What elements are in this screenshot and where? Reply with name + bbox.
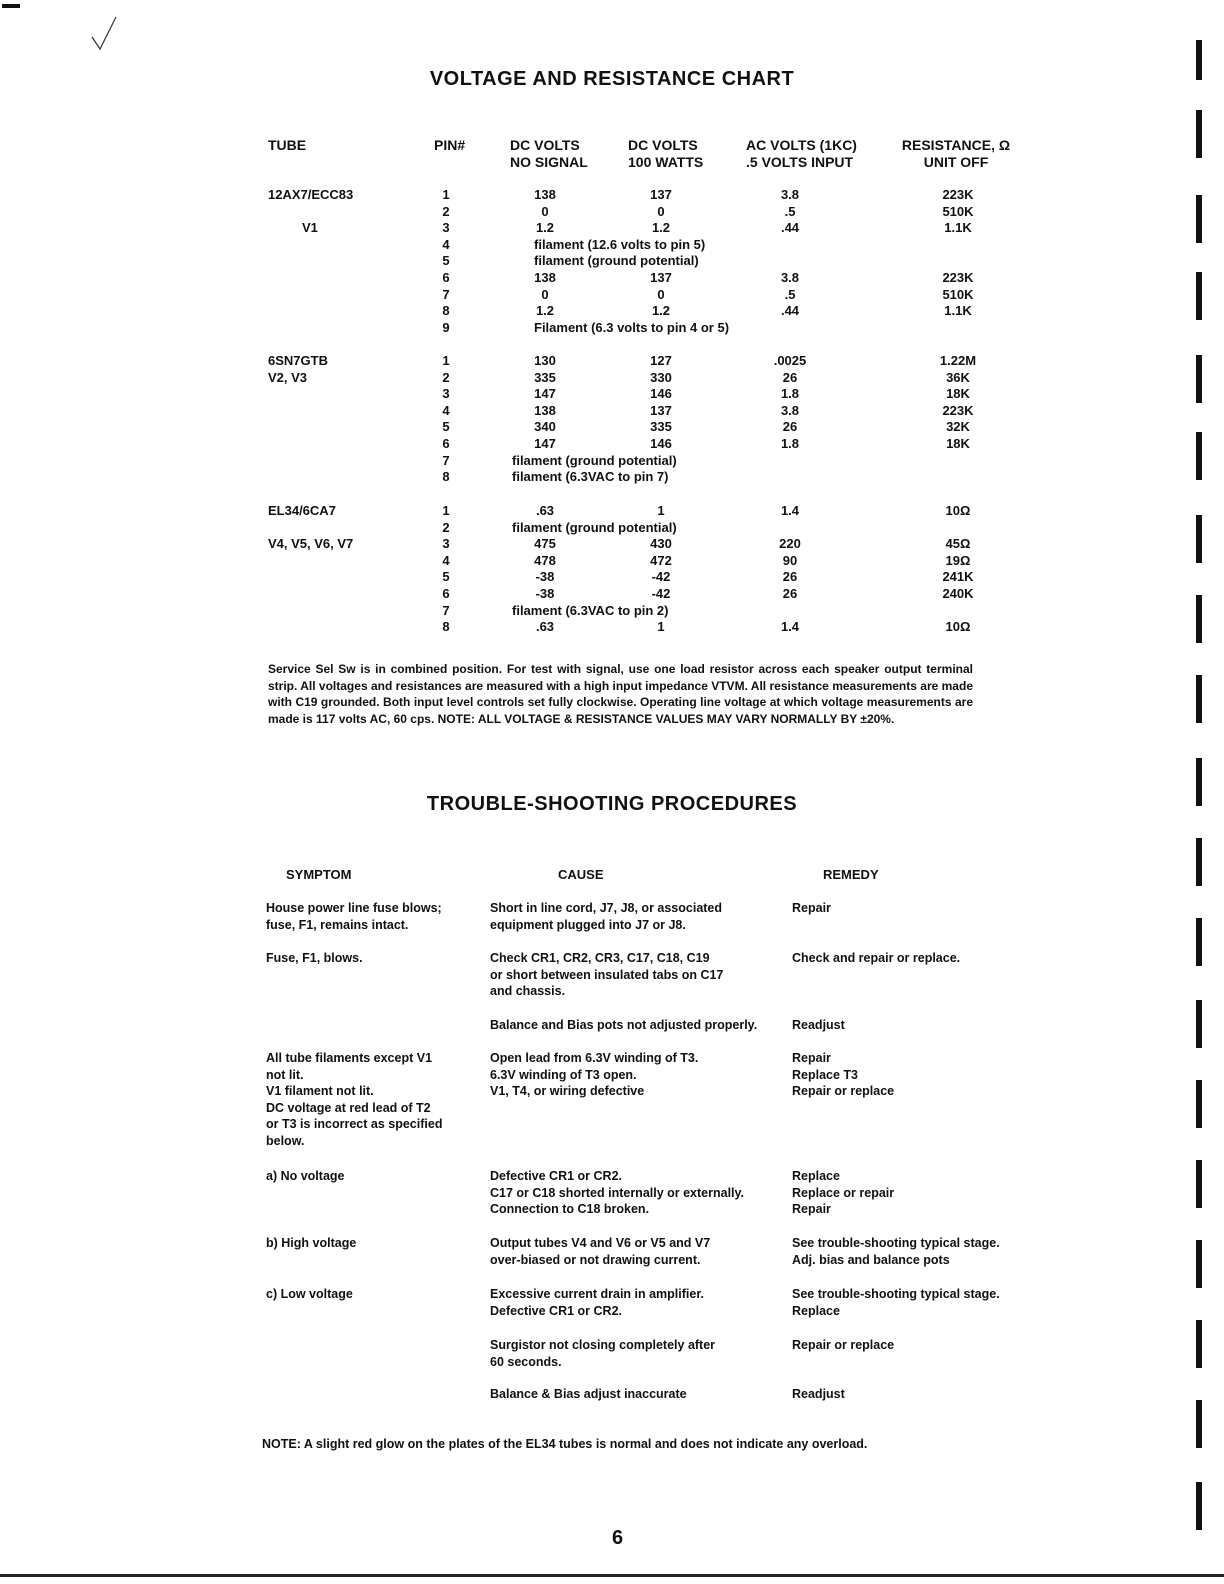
pin-number: 6	[442, 436, 450, 451]
dc-volts-no-signal: 138	[534, 270, 556, 285]
pin-number: 1	[442, 353, 450, 368]
dc-volts-100w: 335	[650, 419, 672, 435]
pin-number: 3	[442, 220, 450, 236]
ac-volts: .5	[784, 286, 796, 302]
pin-number: 8	[442, 469, 450, 485]
cause-text: Open lead from 6.3V winding of T3. 6.3V winding of T3 open. V1, T4, or wiring defective	[490, 1051, 699, 1098]
dc-volts-100w: 472	[650, 552, 672, 568]
dc-volts-no-signal: 138	[534, 402, 556, 418]
resistance: 19Ω	[945, 552, 971, 568]
ac-volts: 26	[782, 569, 798, 585]
resistance: 510K	[942, 203, 974, 219]
dc-volts-100w: 146	[650, 386, 672, 402]
pin-note: filament (6.3VAC to pin 7)	[512, 469, 669, 485]
header-tube: TUBE	[268, 137, 307, 153]
dc-volts-no-signal: 1.2	[535, 303, 555, 319]
symptom-text: b) High voltage	[266, 1236, 357, 1250]
ac-volts: .44	[780, 220, 800, 236]
resistance: 18K	[946, 436, 970, 451]
header-dc-no-signal: DC VOLTS NO SIGNAL	[510, 137, 588, 170]
resistance: 1.1K	[944, 220, 972, 236]
dc-volts-no-signal: 147	[534, 386, 556, 402]
dc-volts-100w: 0	[657, 203, 665, 219]
check-mark-icon	[88, 15, 128, 55]
resistance: 1.22M	[939, 353, 977, 368]
tube-type: 6SN7GTB	[268, 353, 328, 368]
pin-number: 4	[442, 552, 450, 568]
cause-text: Defective CR1 or CR2. C17 or C18 shorted internally or externally. Connection to C18 broken.	[490, 1169, 745, 1216]
dc-volts-100w: 1.2	[651, 303, 671, 319]
ac-volts: .0025	[773, 353, 807, 368]
pin-number: 3	[442, 386, 450, 402]
remedy-text: Repair or replace	[792, 1338, 895, 1352]
pin-number: 2	[442, 519, 450, 535]
pin-number: 2	[442, 203, 450, 219]
dc-volts-no-signal: -38	[535, 586, 555, 601]
troubleshooting-title: TROUBLE-SHOOTING PROCEDURES	[426, 793, 798, 815]
ac-volts: 90	[782, 552, 798, 568]
pin-number: 7	[442, 452, 450, 468]
header-cause: CAUSE	[558, 867, 604, 882]
remedy-text: Repair	[792, 901, 831, 915]
pin-note: filament (ground potential)	[512, 519, 677, 535]
pin-note: filament (ground potential)	[534, 253, 699, 269]
resistance: 241K	[942, 569, 974, 585]
header-symptom: SYMPTOM	[286, 867, 352, 882]
dc-volts-no-signal: 138	[534, 187, 556, 202]
troubleshooting-note: NOTE: A slight red glow on the plates of the EL34 tubes is normal and does not indicate any overload.	[262, 1437, 868, 1451]
ac-volts: 26	[782, 586, 798, 601]
dc-volts-100w: 137	[650, 402, 672, 418]
dc-volts-no-signal: 0	[541, 286, 549, 302]
resistance: 223K	[942, 187, 974, 202]
dc-volts-100w: 330	[650, 369, 672, 385]
header-dc-100w: DC VOLTS 100 WATTS	[628, 137, 704, 170]
dc-volts-100w: 1.2	[651, 220, 671, 236]
resistance: 223K	[942, 270, 974, 285]
pin-number: 5	[442, 569, 450, 585]
ac-volts: 26	[782, 369, 798, 385]
remedy-text: Readjust	[792, 1018, 845, 1032]
pin-number: 4	[442, 402, 450, 418]
header-resistance: RESISTANCE, Ω UNIT OFF	[901, 137, 1011, 170]
pin-number: 6	[442, 270, 450, 285]
ac-volts: 3.8	[780, 402, 800, 418]
dc-volts-no-signal: 130	[534, 353, 556, 368]
symptom-text: House power line fuse blows; fuse, F1, remains intact.	[266, 901, 442, 932]
pin-number: 2	[442, 369, 450, 385]
remedy-text: Replace Replace or repair Repair	[792, 1169, 895, 1216]
dc-volts-100w: -42	[651, 586, 671, 601]
dc-volts-100w: 0	[657, 286, 665, 302]
tube-type: EL34/6CA7	[268, 503, 336, 518]
dc-volts-100w: 127	[650, 353, 672, 368]
tube-type: 12AX7/ECC83	[268, 187, 354, 202]
tube-designator: V1	[302, 220, 318, 236]
remedy-text: Readjust	[792, 1387, 845, 1401]
ac-volts: 1.8	[780, 386, 800, 402]
voltage-chart-footnote: Service Sel Sw is in combined position. For test with signal, use one load resistor across each speaker output terminal strip. All voltages and resistances are measured with a high input impedance VTVM. All resistance measurements are made with C19 grounded. Both input level controls set fully clockwise. Operating line voltage at which voltage measurements are made is 117 volts AC, 60 cps. NOTE: ALL VOLTAGE & RESISTANCE VALUES MAY VARY NORMALLY BY ±20%.	[268, 662, 973, 726]
symptom-text: c) Low voltage	[266, 1287, 353, 1301]
dc-volts-100w: 146	[650, 436, 672, 451]
dc-volts-no-signal: 147	[534, 436, 556, 451]
resistance: 510K	[942, 286, 974, 302]
resistance: 10Ω	[945, 503, 971, 518]
resistance: 223K	[942, 402, 974, 418]
pin-number: 3	[442, 536, 450, 552]
dc-volts-no-signal: .63	[535, 503, 555, 518]
pin-number: 1	[442, 187, 450, 202]
resistance: 45Ω	[945, 536, 971, 552]
ac-volts: 1.4	[780, 619, 800, 635]
ac-volts: 220	[779, 536, 801, 552]
remedy-text: See trouble-shooting typical stage. Adj. bias and balance pots	[792, 1236, 1000, 1267]
remedy-text: Repair Replace T3 Repair or replace	[792, 1051, 895, 1098]
ac-volts: .5	[784, 203, 796, 219]
remedy-text: Check and repair or replace.	[792, 951, 961, 965]
dc-volts-no-signal: 1.2	[535, 220, 555, 236]
cause-text: Surgistor not closing completely after 60 seconds.	[490, 1338, 716, 1369]
pin-number: 7	[442, 602, 450, 618]
pin-number: 7	[442, 286, 450, 302]
symptom-text: Fuse, F1, blows.	[266, 951, 363, 965]
dc-volts-no-signal: 335	[534, 369, 556, 385]
voltage-chart-title: VOLTAGE AND RESISTANCE CHART	[429, 68, 795, 90]
pin-number: 4	[442, 236, 450, 252]
remedy-text: See trouble-shooting typical stage. Replace	[792, 1287, 1000, 1318]
cause-text: Balance and Bias pots not adjusted properly.	[490, 1018, 758, 1032]
pin-note: filament (ground potential)	[512, 452, 677, 468]
resistance: 18K	[946, 386, 970, 402]
pin-number: 6	[442, 586, 450, 601]
dc-volts-100w: 137	[650, 270, 672, 285]
resistance: 240K	[942, 586, 974, 601]
dc-volts-100w: 1	[657, 619, 665, 635]
header-pin: PIN#	[434, 137, 466, 153]
pin-note: Filament (6.3 volts to pin 4 or 5)	[534, 319, 730, 335]
resistance: 36K	[946, 369, 970, 385]
cause-text: Excessive current drain in amplifier. Defective CR1 or CR2.	[490, 1287, 704, 1318]
pin-note: filament (6.3VAC to pin 2)	[512, 602, 669, 618]
resistance: 32K	[946, 419, 970, 435]
header-ac-volts: AC VOLTS (1KC) .5 VOLTS INPUT	[746, 137, 857, 170]
dc-volts-no-signal: 478	[534, 552, 556, 568]
dc-volts-no-signal: -38	[535, 569, 555, 585]
dc-volts-100w: -42	[651, 569, 671, 585]
header-remedy: REMEDY	[823, 867, 879, 882]
dc-volts-100w: 137	[650, 187, 672, 202]
tube-designator: V2, V3	[268, 369, 308, 385]
dc-volts-100w: 430	[650, 536, 672, 552]
ac-volts: 1.8	[780, 436, 800, 451]
symptom-text: All tube filaments except V1 not lit. V1 filament not lit. DC voltage at red lead of T2 or T3 is incorrect as specified below.	[266, 1051, 443, 1148]
pin-number: 8	[442, 303, 450, 319]
dc-volts-no-signal: 0	[541, 203, 549, 219]
pin-number: 5	[442, 419, 450, 435]
resistance: 10Ω	[945, 619, 971, 635]
ac-volts: 26	[782, 419, 798, 435]
pin-number: 8	[442, 619, 450, 635]
ac-volts: .44	[780, 303, 800, 319]
dc-volts-no-signal: 475	[534, 536, 556, 552]
resistance: 1.1K	[944, 303, 972, 319]
pin-number: 5	[442, 253, 450, 269]
dc-volts-100w: 1	[657, 503, 665, 518]
dc-volts-no-signal: 340	[534, 419, 556, 435]
page-number: 6	[612, 1527, 624, 1549]
pin-number: 9	[442, 319, 450, 335]
pin-note: filament (12.6 volts to pin 5)	[534, 236, 706, 252]
ac-volts: 3.8	[780, 187, 800, 202]
symptom-text: a) No voltage	[266, 1169, 345, 1183]
cause-text: Output tubes V4 and V6 or V5 and V7 over-biased or not drawing current.	[490, 1236, 711, 1267]
tube-designator: V4, V5, V6, V7	[268, 536, 354, 552]
cause-text: Check CR1, CR2, CR3, C17, C18, C19 or short between insulated tabs on C17 and chassis.	[490, 951, 724, 998]
pin-number: 1	[442, 503, 450, 518]
dc-volts-no-signal: .63	[535, 619, 555, 635]
cause-text: Short in line cord, J7, J8, or associated equipment plugged into J7 or J8.	[490, 901, 723, 932]
ac-volts: 3.8	[780, 270, 800, 285]
ac-volts: 1.4	[780, 503, 800, 518]
cause-text: Balance & Bias adjust inaccurate	[490, 1387, 687, 1401]
